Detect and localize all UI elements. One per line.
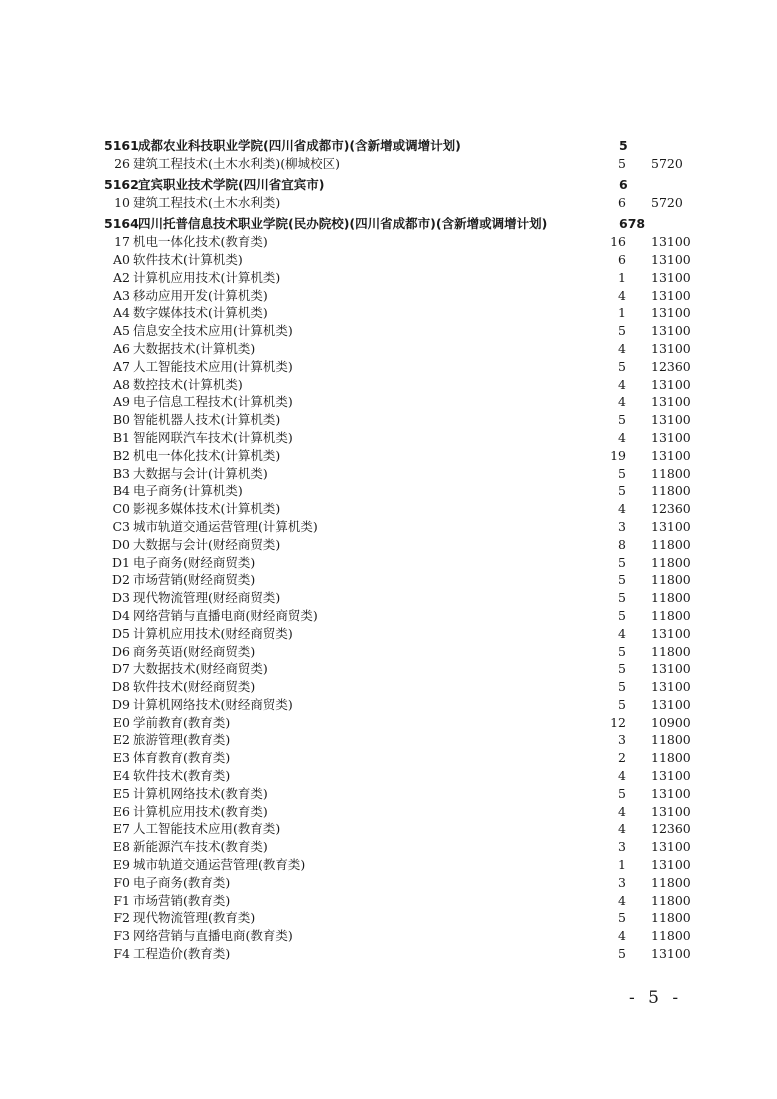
major-name: 大数据与会计(计算机类) xyxy=(133,465,268,481)
plan-count: 6 xyxy=(618,194,626,210)
major-name: 机电一体化技术(教育类) xyxy=(133,234,268,250)
major-row xyxy=(0,909,777,927)
major-code: E6 xyxy=(112,803,130,819)
major-name: 学前教育(教育类) xyxy=(133,714,231,730)
major-code: D5 xyxy=(112,625,130,641)
tuition-fee: 11800 xyxy=(651,910,691,926)
plan-count: 4 xyxy=(618,821,626,837)
tuition-fee: 13100 xyxy=(651,251,691,267)
major-name: 信息安全技术应用(计算机类) xyxy=(133,323,293,339)
major-code: B4 xyxy=(112,483,130,499)
major-name: 大数据技术(计算机类) xyxy=(133,340,256,356)
major-row xyxy=(0,607,777,625)
major-code: B3 xyxy=(112,465,130,481)
plan-count: 5 xyxy=(618,412,626,428)
plan-count: 5 xyxy=(618,643,626,659)
plan-count: 19 xyxy=(610,447,626,463)
major-name: 网络营销与直播电商(教育类) xyxy=(133,928,293,944)
plan-count: 5 xyxy=(618,572,626,588)
plan-count: 5 xyxy=(618,946,626,962)
major-code: E2 xyxy=(112,732,130,748)
major-name: 计算机应用技术(计算机类) xyxy=(133,269,281,285)
major-code: A5 xyxy=(113,323,130,339)
plan-count: 5 xyxy=(618,590,626,606)
tuition-fee: 11800 xyxy=(651,750,691,766)
plan-count: 4 xyxy=(618,928,626,944)
major-name: 旅游管理(教育类) xyxy=(133,732,231,748)
major-code: D6 xyxy=(112,643,130,659)
major-row xyxy=(0,482,777,500)
major-row xyxy=(0,518,777,536)
major-name: 影视多媒体技术(计算机类) xyxy=(133,501,281,517)
major-row xyxy=(0,500,777,518)
plan-count: 12 xyxy=(610,714,626,730)
major-row xyxy=(0,945,777,963)
tuition-fee: 13100 xyxy=(651,340,691,356)
major-code: E4 xyxy=(112,768,130,784)
major-code: 17 xyxy=(114,234,130,250)
tuition-fee: 13100 xyxy=(651,394,691,410)
tuition-fee: 13100 xyxy=(651,625,691,641)
major-code: A8 xyxy=(113,376,130,392)
major-code: C3 xyxy=(112,518,130,534)
major-name: 建筑工程技术(土木水利类) xyxy=(133,194,281,210)
major-code: F4 xyxy=(113,946,130,962)
major-row xyxy=(0,927,777,945)
major-row xyxy=(0,447,777,465)
major-row xyxy=(0,233,777,251)
major-row xyxy=(0,589,777,607)
major-row xyxy=(0,393,777,411)
major-code: F0 xyxy=(113,874,130,890)
major-code: B1 xyxy=(112,429,130,445)
tuition-fee: 11800 xyxy=(651,892,691,908)
tuition-fee: 13100 xyxy=(651,412,691,428)
major-code: B0 xyxy=(112,412,130,428)
major-row xyxy=(0,536,777,554)
tuition-fee: 5720 xyxy=(651,155,683,171)
major-name: 电子商务(财经商贸类) xyxy=(133,554,256,570)
tuition-fee: 13100 xyxy=(651,447,691,463)
tuition-fee: 11800 xyxy=(651,874,691,890)
plan-count: 5 xyxy=(618,679,626,695)
tuition-fee: 11800 xyxy=(651,928,691,944)
school-total: 5 xyxy=(619,138,628,153)
major-name: 网络营销与直播电商(财经商贸类) xyxy=(133,607,318,623)
plan-count: 5 xyxy=(618,607,626,623)
school-code: 5161 xyxy=(104,138,139,153)
major-row xyxy=(0,696,777,714)
tuition-fee: 13100 xyxy=(651,857,691,873)
plan-count: 5 xyxy=(618,358,626,374)
major-code: D3 xyxy=(112,590,130,606)
major-name: 现代物流管理(财经商贸类) xyxy=(133,590,281,606)
major-code: D2 xyxy=(112,572,130,588)
major-name: 大数据技术(财经商贸类) xyxy=(133,661,268,677)
major-row xyxy=(0,731,777,749)
major-name: 工程造价(教育类) xyxy=(133,946,231,962)
school-header xyxy=(0,137,777,155)
school-code: 5162 xyxy=(104,177,139,193)
major-row xyxy=(0,155,777,173)
admission-plan-list xyxy=(0,137,777,963)
major-row xyxy=(0,376,777,394)
major-row xyxy=(0,411,777,429)
major-name: 商务英语(财经商贸类) xyxy=(133,643,256,659)
major-name: 计算机网络技术(教育类) xyxy=(133,785,268,801)
major-row xyxy=(0,714,777,732)
tuition-fee: 13100 xyxy=(651,661,691,677)
school-name: 宜宾职业技术学院(四川省宜宾市) xyxy=(138,177,325,193)
plan-count: 3 xyxy=(618,518,626,534)
major-row xyxy=(0,251,777,269)
major-code: D7 xyxy=(112,661,130,677)
major-name: 计算机应用技术(教育类) xyxy=(133,803,268,819)
major-name: 数控技术(计算机类) xyxy=(133,376,243,392)
major-code: D4 xyxy=(112,607,130,623)
major-name: 城市轨道交通运营管理(计算机类) xyxy=(133,518,318,534)
tuition-fee: 12360 xyxy=(651,501,691,517)
major-code: D1 xyxy=(112,554,130,570)
major-row xyxy=(0,785,777,803)
major-name: 人工智能技术应用(教育类) xyxy=(133,821,281,837)
plan-count: 1 xyxy=(618,305,626,321)
plan-count: 5 xyxy=(618,483,626,499)
plan-count: 2 xyxy=(618,750,626,766)
major-name: 城市轨道交通运营管理(教育类) xyxy=(133,857,306,873)
major-code: C0 xyxy=(112,501,130,517)
major-row xyxy=(0,304,777,322)
major-row xyxy=(0,465,777,483)
major-code: F1 xyxy=(113,892,130,908)
major-row xyxy=(0,767,777,785)
tuition-fee: 11800 xyxy=(651,465,691,481)
major-code: A0 xyxy=(113,251,130,267)
major-name: 智能网联汽车技术(计算机类) xyxy=(133,429,293,445)
major-code: A7 xyxy=(113,358,130,374)
plan-count: 5 xyxy=(618,465,626,481)
school-total: 678 xyxy=(619,216,646,232)
major-code: E8 xyxy=(112,839,130,855)
plan-count: 4 xyxy=(618,394,626,410)
tuition-fee: 12360 xyxy=(651,358,691,374)
major-row xyxy=(0,892,777,910)
tuition-fee: 13100 xyxy=(651,376,691,392)
major-code: D0 xyxy=(112,536,130,552)
major-row xyxy=(0,194,777,212)
major-code: F2 xyxy=(113,910,130,926)
major-row xyxy=(0,803,777,821)
tuition-fee: 11800 xyxy=(651,643,691,659)
plan-count: 1 xyxy=(618,269,626,285)
page-number: - 5 - xyxy=(629,988,683,1008)
major-row xyxy=(0,874,777,892)
major-row xyxy=(0,749,777,767)
plan-count: 5 xyxy=(618,554,626,570)
major-name: 体育教育(教育类) xyxy=(133,750,231,766)
major-name: 电子商务(计算机类) xyxy=(133,483,243,499)
tuition-fee: 13100 xyxy=(651,234,691,250)
major-code: E3 xyxy=(112,750,130,766)
tuition-fee: 11800 xyxy=(651,554,691,570)
plan-count: 3 xyxy=(618,874,626,890)
tuition-fee: 11800 xyxy=(651,483,691,499)
major-row xyxy=(0,429,777,447)
major-code: B2 xyxy=(112,447,130,463)
tuition-fee: 13100 xyxy=(651,269,691,285)
tuition-fee: 11800 xyxy=(651,572,691,588)
plan-count: 5 xyxy=(618,910,626,926)
school-header xyxy=(0,215,777,233)
major-name: 数字媒体技术(计算机类) xyxy=(133,305,268,321)
plan-count: 4 xyxy=(618,768,626,784)
plan-count: 3 xyxy=(618,732,626,748)
plan-count: 4 xyxy=(618,625,626,641)
plan-count: 4 xyxy=(618,892,626,908)
major-code: D8 xyxy=(112,679,130,695)
major-row xyxy=(0,571,777,589)
major-name: 智能机器人技术(计算机类) xyxy=(133,412,281,428)
major-row xyxy=(0,838,777,856)
tuition-fee: 13100 xyxy=(651,287,691,303)
major-name: 市场营销(财经商贸类) xyxy=(133,572,256,588)
major-name: 建筑工程技术(土木水利类)(柳城校区) xyxy=(133,155,341,171)
major-code: A3 xyxy=(113,287,130,303)
major-row xyxy=(0,643,777,661)
major-name: 移动应用开发(计算机类) xyxy=(133,287,268,303)
tuition-fee: 13100 xyxy=(651,785,691,801)
major-code: A2 xyxy=(113,269,130,285)
major-code: E9 xyxy=(112,857,130,873)
major-name: 电子商务(教育类) xyxy=(133,874,231,890)
major-name: 电子信息工程技术(计算机类) xyxy=(133,394,293,410)
plan-count: 5 xyxy=(618,155,626,171)
plan-count: 3 xyxy=(618,839,626,855)
plan-count: 4 xyxy=(618,429,626,445)
tuition-fee: 13100 xyxy=(651,518,691,534)
major-row xyxy=(0,660,777,678)
major-row xyxy=(0,856,777,874)
plan-count: 4 xyxy=(618,501,626,517)
tuition-fee: 11800 xyxy=(651,732,691,748)
plan-count: 1 xyxy=(618,857,626,873)
major-code: E5 xyxy=(112,785,130,801)
tuition-fee: 13100 xyxy=(651,946,691,962)
tuition-fee: 11800 xyxy=(651,590,691,606)
tuition-fee: 13100 xyxy=(651,305,691,321)
major-name: 机电一体化技术(计算机类) xyxy=(133,447,281,463)
school-name: 四川托普信息技术职业学院(民办院校)(四川省成都市)(含新增或调增计划) xyxy=(138,216,548,232)
major-row xyxy=(0,269,777,287)
plan-count: 6 xyxy=(618,251,626,267)
school-header xyxy=(0,176,777,194)
major-name: 新能源汽车技术(教育类) xyxy=(133,839,268,855)
major-row xyxy=(0,358,777,376)
major-code: A6 xyxy=(113,340,130,356)
tuition-fee: 13100 xyxy=(651,323,691,339)
major-code: E7 xyxy=(112,821,130,837)
plan-count: 16 xyxy=(610,234,626,250)
major-code: A4 xyxy=(113,305,130,321)
tuition-fee: 11800 xyxy=(651,536,691,552)
major-name: 市场营销(教育类) xyxy=(133,892,231,908)
major-name: 计算机应用技术(财经商贸类) xyxy=(133,625,293,641)
plan-count: 5 xyxy=(618,323,626,339)
tuition-fee: 12360 xyxy=(651,821,691,837)
major-row xyxy=(0,287,777,305)
school-total: 6 xyxy=(619,177,628,193)
major-code: F3 xyxy=(113,928,130,944)
plan-count: 5 xyxy=(618,661,626,677)
tuition-fee: 13100 xyxy=(651,768,691,784)
major-name: 大数据与会计(财经商贸类) xyxy=(133,536,281,552)
major-code: 10 xyxy=(114,194,130,210)
major-name: 人工智能技术应用(计算机类) xyxy=(133,358,293,374)
major-code: A9 xyxy=(113,394,130,410)
tuition-fee: 13100 xyxy=(651,696,691,712)
plan-count: 8 xyxy=(618,536,626,552)
school-name: 成都农业科技职业学院(四川省成都市)(含新增或调增计划) xyxy=(138,138,461,153)
school-code: 5164 xyxy=(104,216,139,232)
major-row xyxy=(0,678,777,696)
major-row xyxy=(0,554,777,572)
major-code: 26 xyxy=(114,155,130,171)
tuition-fee: 13100 xyxy=(651,839,691,855)
tuition-fee: 5720 xyxy=(651,194,683,210)
plan-count: 5 xyxy=(618,785,626,801)
major-row xyxy=(0,322,777,340)
major-row xyxy=(0,820,777,838)
major-name: 软件技术(计算机类) xyxy=(133,251,243,267)
major-name: 计算机网络技术(财经商贸类) xyxy=(133,696,293,712)
plan-count: 4 xyxy=(618,340,626,356)
major-row xyxy=(0,625,777,643)
tuition-fee: 13100 xyxy=(651,803,691,819)
plan-count: 4 xyxy=(618,803,626,819)
tuition-fee: 11800 xyxy=(651,607,691,623)
plan-count: 4 xyxy=(618,376,626,392)
major-name: 软件技术(教育类) xyxy=(133,768,231,784)
major-code: E0 xyxy=(112,714,130,730)
major-name: 现代物流管理(教育类) xyxy=(133,910,256,926)
plan-count: 4 xyxy=(618,287,626,303)
tuition-fee: 10900 xyxy=(651,714,691,730)
major-name: 软件技术(财经商贸类) xyxy=(133,679,256,695)
major-code: D9 xyxy=(112,696,130,712)
major-row xyxy=(0,340,777,358)
tuition-fee: 13100 xyxy=(651,679,691,695)
plan-count: 5 xyxy=(618,696,626,712)
tuition-fee: 13100 xyxy=(651,429,691,445)
